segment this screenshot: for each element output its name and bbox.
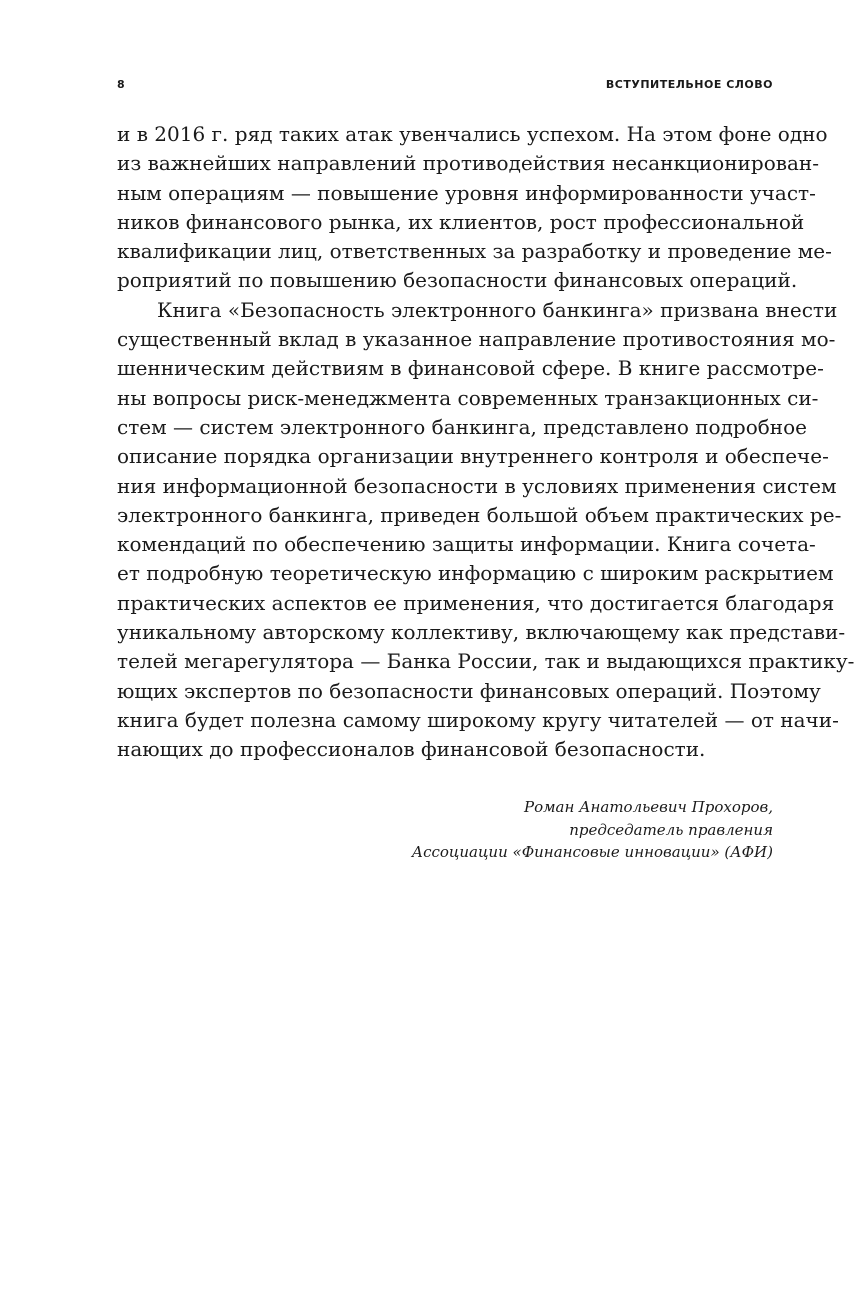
- text-line: уникальному авторскому коллективу, включающему как представи-: [117, 620, 846, 645]
- signature-name: Роман Анатольевич Прохоров,: [523, 798, 773, 816]
- paragraph-1: [117, 120, 832, 296]
- running-head: ВСТУПИТЕЛЬНОЕ СЛОВО: [605, 78, 773, 91]
- body-text: [117, 120, 855, 765]
- text-line: стем — систем электронного банкинга, представлено подробное: [117, 414, 807, 439]
- text-line: ников финансового рынка, их клиентов, рост профессиональной: [117, 209, 805, 234]
- page-number: 8: [117, 78, 125, 91]
- text-line: существенный вклад в указанное направление противостояния мо-: [117, 327, 836, 352]
- text-line: ющих экспертов по безопасности финансовых операций. Поэтому: [117, 678, 821, 703]
- signature-block: [412, 796, 773, 864]
- text-line: электронного банкинга, приведен большой объем практических ре-: [117, 502, 842, 527]
- text-line: ния информационной безопасности в условиях применения систем: [117, 473, 837, 498]
- text-line: практических аспектов ее применения, что достигается благодаря: [117, 590, 835, 615]
- signature-position: председатель правления: [569, 820, 773, 839]
- signature-organization: Ассоциации «Финансовые инновации» (АФИ): [411, 843, 773, 861]
- text-line: телей мегарегулятора — Банка России, так и выдающихся практику-: [117, 649, 855, 674]
- text-line: ным операциям — повышение уровня информированности участ-: [117, 180, 816, 205]
- text-line: описание порядка организации внутреннего контроля и обеспече-: [117, 444, 829, 469]
- paragraph-2: [117, 296, 855, 765]
- text-line: из важнейших направлений противодействия несанкционирован-: [117, 151, 820, 176]
- text-line: роприятий по повышению безопасности финансовых операций.: [117, 268, 798, 293]
- text-line: комендаций по обеспечению защиты информации. Книга сочета-: [117, 532, 816, 557]
- text-line: ны вопросы риск-менеджмента современных транзакционных си-: [117, 385, 819, 410]
- text-line: и в 2016 г. ряд таких атак увенчались успехом. На этом фоне одно: [117, 122, 828, 146]
- text-line: нающих до профессионалов финансовой безопасности.: [117, 737, 706, 762]
- text-line: книга будет полезна самому широкому кругу читателей — от начи-: [117, 707, 839, 732]
- text-line: шенническим действиям в финансовой сфере. В книге рассмотре-: [117, 356, 824, 381]
- text-line: Книга «Безопасность электронного банкинга» призвана внести: [157, 297, 838, 322]
- text-line: ет подробную теоретическую информацию с широким раскрытием: [117, 561, 834, 586]
- text-line: квалификации лиц, ответственных за разработку и проведение ме-: [117, 239, 832, 264]
